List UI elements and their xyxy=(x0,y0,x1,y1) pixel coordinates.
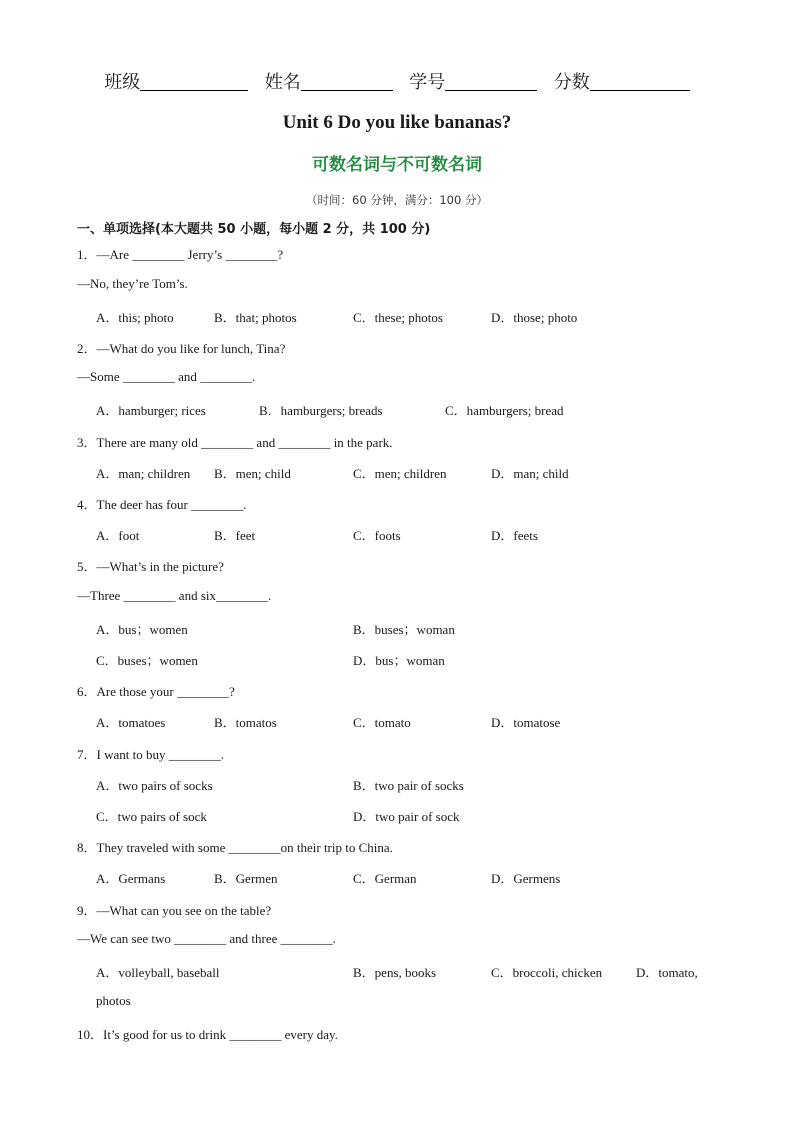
class-field xyxy=(104,72,248,92)
question-9-option-b[interactable]: B．pens, books xyxy=(353,965,437,980)
question-5-option-b[interactable]: B．buses；woman xyxy=(353,622,455,637)
question-4-option-a[interactable]: A．foot xyxy=(96,528,140,543)
student-info-header xyxy=(0,68,794,94)
question-5-option-c[interactable]: C．buses；women xyxy=(96,653,198,668)
question-8-stem: 8．They traveled with some ________on their trip to China. xyxy=(77,840,393,855)
question-8-option-b[interactable]: B．Germen xyxy=(214,871,278,886)
question-1-option-a[interactable]: A．this; photo xyxy=(96,310,174,325)
question-8-option-c[interactable]: C．German xyxy=(353,871,417,886)
page-title: Unit 6 Do you like bananas? xyxy=(282,112,512,133)
id-blank[interactable] xyxy=(445,72,537,91)
question-9-option-d[interactable]: D．tomato, xyxy=(636,965,698,980)
student-id-field xyxy=(409,72,537,92)
question-5-stem: 5．—What’s in the picture? xyxy=(77,559,224,574)
question-6-option-a[interactable]: A．tomatoes xyxy=(96,715,166,730)
question-10-stem: 10．It’s good for us to drink ________ every day. xyxy=(77,1027,338,1042)
question-2-stem: 2．—What do you like for lunch, Tina? xyxy=(77,341,286,356)
score-blank[interactable] xyxy=(590,72,690,91)
question-3-option-d[interactable]: D．man; child xyxy=(491,466,569,481)
question-4-option-d[interactable]: D．feets xyxy=(491,528,538,543)
question-7-option-d[interactable]: D．two pair of sock xyxy=(353,809,460,824)
name-field xyxy=(265,72,393,92)
question-2-option-c[interactable]: C．hamburgers; bread xyxy=(445,403,564,418)
question-3-stem: 3．There are many old ________ and ________ in the park. xyxy=(77,435,393,450)
section-heading: 一、单项选择(本大题共 50 小题，每小题 2 分，共 100 分) xyxy=(77,222,431,237)
question-6-option-c[interactable]: C．tomato xyxy=(353,715,411,730)
page-subtitle: 可数名词与不可数名词 xyxy=(312,155,482,175)
question-2-option-a[interactable]: A．hamburger; rices xyxy=(96,403,206,418)
score-label: 分数 xyxy=(553,72,590,92)
id-label: 学号 xyxy=(409,72,446,92)
question-1-answer-line: —No, they’re Tom’s. xyxy=(77,276,188,291)
question-5-option-d[interactable]: D．bus；woman xyxy=(353,653,445,668)
question-4-option-b[interactable]: B．feet xyxy=(214,528,256,543)
question-9-option-d-continued: photos xyxy=(96,993,131,1008)
time-info: （时间：60 分钟，满分：100 分） xyxy=(306,193,488,207)
question-3-option-b[interactable]: B．men; child xyxy=(214,466,291,481)
question-1-option-c[interactable]: C．these; photos xyxy=(353,310,443,325)
question-8-option-d[interactable]: D．Germens xyxy=(491,871,561,886)
question-2-option-b[interactable]: B．hamburgers; breads xyxy=(259,403,383,418)
question-6-option-b[interactable]: B．tomatos xyxy=(214,715,277,730)
question-3-option-a[interactable]: A．man; children xyxy=(96,466,191,481)
question-1-stem: 1．—Are ________ Jerry’s ________? xyxy=(77,247,284,262)
question-5-option-a[interactable]: A．bus；women xyxy=(96,622,188,637)
name-label: 姓名 xyxy=(264,72,301,92)
question-7-option-c[interactable]: C．two pairs of sock xyxy=(96,809,207,824)
question-1-option-b[interactable]: B．that; photos xyxy=(214,310,297,325)
question-7-option-a[interactable]: A．two pairs of socks xyxy=(96,778,213,793)
question-9-stem: 9．—What can you see on the table? xyxy=(77,903,272,918)
question-9-option-c[interactable]: C．broccoli, chicken xyxy=(491,965,603,980)
question-3-option-c[interactable]: C．men; children xyxy=(353,466,447,481)
question-5-answer-line: —Three ________ and six________. xyxy=(77,588,272,603)
question-4-option-c[interactable]: C．foots xyxy=(353,528,401,543)
question-4-stem: 4．The deer has four ________. xyxy=(77,497,247,512)
question-9-answer-line: —We can see two ________ and three ________. xyxy=(77,931,336,946)
question-8-option-a[interactable]: A．Germans xyxy=(96,871,166,886)
class-blank[interactable] xyxy=(140,72,248,91)
question-7-stem: 7．I want to buy ________. xyxy=(77,747,224,762)
question-9-option-a[interactable]: A．volleyball, baseball xyxy=(96,965,220,980)
question-6-option-d[interactable]: D．tomatose xyxy=(491,715,561,730)
question-7-option-b[interactable]: B．two pair of socks xyxy=(353,778,464,793)
name-blank[interactable] xyxy=(301,72,393,91)
question-2-answer-line: —Some ________ and ________. xyxy=(77,369,256,384)
question-6-stem: 6．Are those your ________? xyxy=(77,684,235,699)
question-1-option-d[interactable]: D．those; photo xyxy=(491,310,578,325)
class-label: 班级 xyxy=(104,72,141,92)
score-field xyxy=(554,72,690,92)
